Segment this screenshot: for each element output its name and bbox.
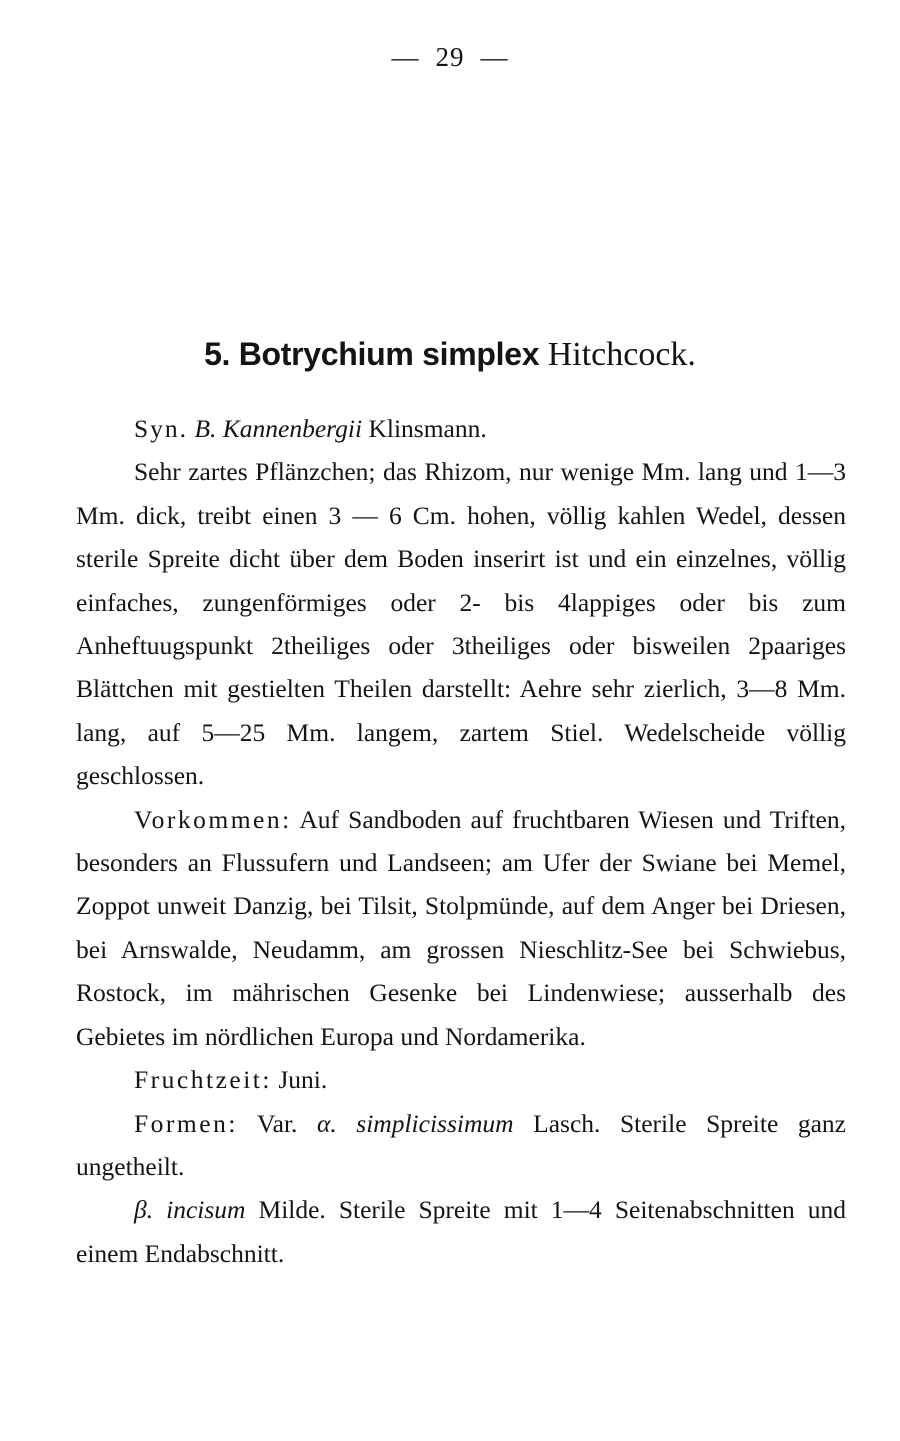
species-heading bbox=[0, 336, 900, 374]
forms-label: Formen: bbox=[134, 1108, 238, 1138]
species-description-block bbox=[76, 407, 846, 1275]
forms-beta-paragraph bbox=[76, 1188, 846, 1275]
synonym-label: Syn. bbox=[134, 414, 189, 443]
page-number bbox=[0, 42, 900, 73]
forms-alpha-name: α. simplicissimum bbox=[316, 1108, 514, 1138]
forms-var-prefix: Var. bbox=[257, 1108, 298, 1138]
synonym-paragraph bbox=[76, 407, 846, 450]
page-number-dash-left: — bbox=[391, 42, 420, 72]
page-number-dash-right: — bbox=[480, 42, 509, 72]
fruiting-text: Juni. bbox=[278, 1065, 328, 1095]
synonym-name: B. Kannenbergii bbox=[194, 414, 363, 443]
forms-paragraph bbox=[76, 1102, 846, 1189]
occurrence-paragraph bbox=[76, 798, 846, 1058]
fruiting-paragraph bbox=[76, 1058, 846, 1101]
species-number-and-name: 5. Botrychium simplex bbox=[204, 336, 540, 372]
fruiting-label: Fruchtzeit: bbox=[134, 1065, 272, 1095]
page-number-value: 29 bbox=[435, 42, 465, 72]
occurrence-text: Auf Sandboden auf fruchtbaren Wiesen und Triften, besonders an Flussufern und Landseen; am Ufer der Swiane bei Memel, Zoppot unweit Danzig, bei Tilsit, Stolpmünde, auf dem Anger bei Driesen, bei Arnswalde, Neudamm, am grossen Nieschlitz-See bei Schwiebus, Rostock, im mährischen Gesenke bei Lindenwiese; ausserhalb des Gebietes im nördlichen Europa und Nordamerika. bbox=[76, 804, 846, 1051]
occurrence-label: Vorkommen: bbox=[134, 804, 292, 834]
forms-beta-text: Milde. Sterile Spreite mit 1—4 Seitenabschnitten und einem Endabschnitt. bbox=[76, 1195, 847, 1268]
species-author: Hitchcock. bbox=[547, 336, 696, 373]
forms-alpha-text: Lasch. Sterile Spreite ganz ungetheilt. bbox=[76, 1108, 846, 1181]
description-paragraph: Sehr zartes Pflänzchen; das Rhizom, nur wenige Mm. lang und 1—3 Mm. dick, treibt einen 3 — 6 Cm. hohen, völlig kahlen Wedel, dessen sterile Spreite dicht über dem Boden inserirt ist und ein einzelnes, völlig einfaches, zungenförmiges oder 2- bis 4lappiges oder bis zum Anheftuugspunkt 2theiliges oder 3theiliges oder bisweilen 2paariges Blättchen mit gestielten Theilen darstellt: Aehre sehr zierlich, 3—8 Mm. lang, auf 5—25 Mm. langem, zartem Stiel. Wedelscheide völlig geschlossen. bbox=[76, 457, 846, 791]
synonym-author: Klinsmann. bbox=[368, 414, 487, 443]
forms-beta-name: β. incisum bbox=[134, 1195, 246, 1225]
